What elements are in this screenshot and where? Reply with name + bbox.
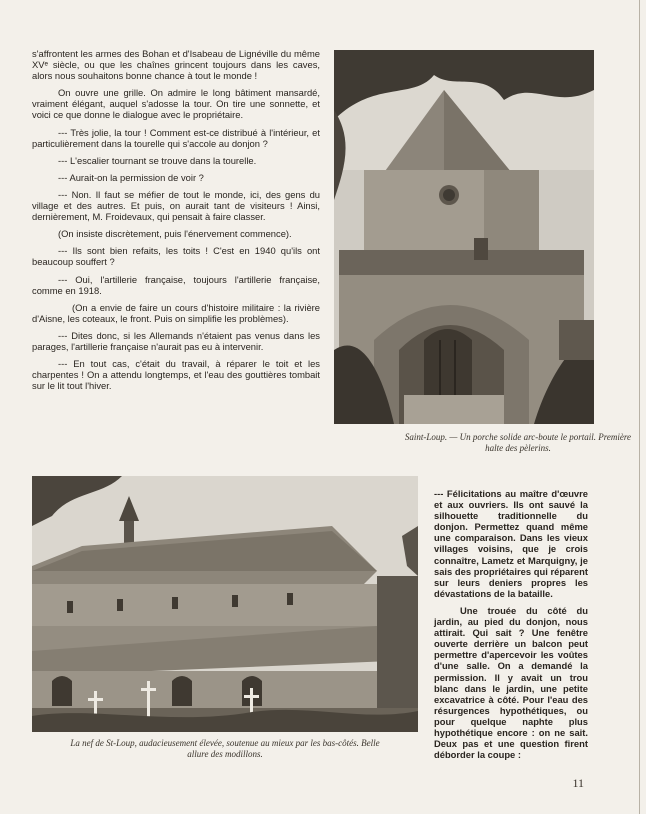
- paragraph: --- Ils sont bien refaits, les toits ! C'est en 1940 qu'ils ont beaucoup souffert ?: [32, 245, 320, 268]
- paragraph: (On insiste discrètement, puis l'énervement commence).: [58, 228, 292, 240]
- page-edge: [639, 0, 640, 814]
- paragraph: --- Très jolie, la tour ! Comment est-ce distribué à l'intérieur, et particulièrement dans la tourelle qui s'accole au donjon ?: [32, 126, 320, 149]
- paragraph: --- Non. Il faut se méfier de tout le monde, ici, des gens du village et des autres. Et puis, on aurait tant de visiteurs ! Ainsi, dernièrement, M. Froidevaux, qui pensait à faire classer.: [32, 188, 320, 223]
- page-number: 11: [572, 776, 584, 790]
- church-nave-photo: [32, 476, 418, 732]
- top-photo-caption: Saint-Loup. — Un porche solide arc-boute le portail. Première halte des pèlerins.: [404, 432, 632, 453]
- paragraph: --- Félicitations au maître d'œuvre et aux ouvriers. Ils ont sauvé la silhouette traditionnelle du donjon. Permettez quand même une comparaison. Dans les vieux villages voisins, que je crois connaître, Lametz et Marquigny, je sais des propriétaires qui réparent sur leurs deniers propres les dévastations de la bataille.: [434, 488, 588, 599]
- paragraph: (On a envie de faire un cours d'histoire militaire : la rivière d'Aisne, les coteaux, le front. Puis on simplifie les problèmes).: [32, 301, 320, 324]
- paragraph: On ouvre une grille. On admire le long bâtiment mansardé, vraiment élégant, auquel s'adosse la tour. On tire une sonnette, et voici ce que donne le dialogue avec le propriétaire.: [32, 87, 320, 121]
- paragraph: --- Aurait-on la permission de voir ?: [58, 171, 204, 183]
- church-porch-illustration: [334, 50, 594, 424]
- right-text-column: [434, 488, 588, 766]
- paragraph: Une trouée du côté du jardin, au pied du donjon, nous attirait. Qui sait ? Une fenêtre ouverte derrière un balcon peut permettre d'apercevoir les voûtes d'une salle. On a demandé la permission. Il y avait un trou blanc dans le jardin, une petite excavatrice à côté. Pour l'eau des résurgences hypothétiques, ou pour quelque naphte plus hypothétique encore : on ne sait. Deux pas et une question firent déborder la coupe :: [434, 604, 588, 761]
- paragraph: --- L'escalier tournant se trouve dans la tourelle.: [58, 154, 257, 166]
- bottom-photo-caption: La nef de St-Loup, audacieusement élevée, soutenue au mieux par les bas-côtés. Belle allure des modillons.: [70, 738, 380, 759]
- paragraph: --- En tout cas, c'était du travail, à réparer le toit et les charpentes ! On a attendu longtemps, et l'eau des gouttières tombait sur le lit tout l'hiver.: [32, 358, 320, 392]
- church-porch-photo: [334, 50, 594, 424]
- church-nave-illustration: [32, 476, 418, 732]
- paragraph: --- Oui, l'artillerie française, toujours l'artillerie française, comme en 1918.: [32, 273, 320, 296]
- paragraph: --- Dites donc, si les Allemands n'étaient pas venus dans les parages, l'artillerie française n'aurait pas eu à intervenir.: [32, 329, 320, 352]
- left-text-column: [32, 48, 320, 397]
- paragraph: s'affrontent les armes des Bohan et d'Isabeau de Lignéville du même XVᵉ siècle, ou que les chaînes grincent toujours dans les caves, alors nous souhaitons bonne chance à tout le monde !: [32, 48, 320, 82]
